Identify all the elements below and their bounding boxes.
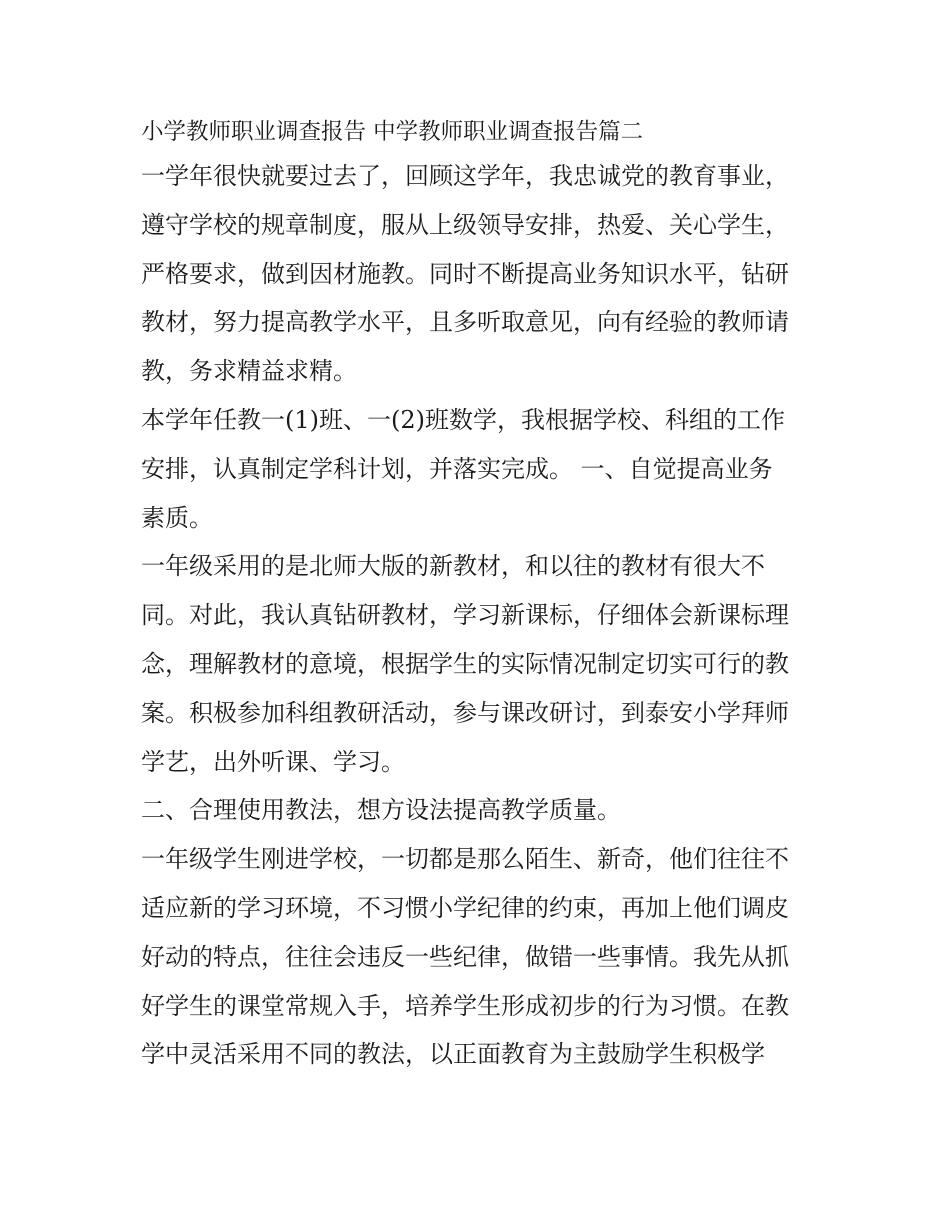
text-line: 念，理解教材的意境，根据学生的实际情况制定切实可行的教 (141, 649, 789, 678)
text-line: 本学年任教一(1)班、一(2)班数学，我根据学校、科组的工作 (141, 405, 785, 434)
text-line: 二、合理使用教法，想方设法提高教学质量。 (141, 796, 621, 825)
text-line: 素质。 (141, 503, 213, 532)
text-line: 好学生的课堂常规入手，培养学生形成初步的行为习惯。在教 (141, 991, 789, 1020)
text-line: 案。积极参加科组教研活动，参与课改研讨，到泰安小学拜师 (141, 698, 789, 727)
text-line: 一年级采用的是北师大版的新教材，和以往的教材有很大不 (141, 552, 765, 581)
paragraph-2 (141, 396, 817, 542)
document-body (141, 112, 817, 1079)
paragraph-1 (141, 152, 817, 396)
paragraph-3 (141, 542, 817, 786)
text-line: 学中灵活采用不同的教法，以正面教育为主鼓励学生积极学 (141, 1040, 765, 1069)
text-line: 学艺，出外听课、学习。 (141, 747, 405, 776)
text-line: 适应新的学习环境，不习惯小学纪律的约束，再加上他们调皮 (141, 893, 789, 922)
document-title: 小学教师职业调查报告 中学教师职业调查报告篇二 (141, 119, 644, 145)
text-line: 教材，努力提高教学水平，且多听取意见，向有经验的教师请 (141, 308, 789, 337)
paragraph-4 (141, 835, 817, 1079)
text-line: 一学年很快就要过去了，回顾这学年，我忠诚党的教育事业， (141, 162, 789, 190)
text-line: 严格要求，做到因材施教。同时不断提高业务知识水平，钻研 (141, 259, 789, 288)
text-line: 安排，认真制定学科计划，并落实完成。 一、自觉提高业务 (141, 454, 773, 483)
text-line: 同。对此，我认真钻研教材，学习新课标，仔细体会新课标理 (141, 601, 789, 630)
text-line: 一年级学生刚进学校，一切都是那么陌生、新奇，他们往往不 (141, 845, 789, 874)
text-line: 教，务求精益求精。 (141, 357, 357, 386)
text-line: 遵守学校的规章制度，服从上级领导安排，热爱、关心学生， (141, 210, 789, 239)
section-heading-2 (141, 786, 817, 835)
text-line: 好动的特点，往往会违反一些纪律，做错一些事情。我先从抓 (141, 942, 789, 971)
